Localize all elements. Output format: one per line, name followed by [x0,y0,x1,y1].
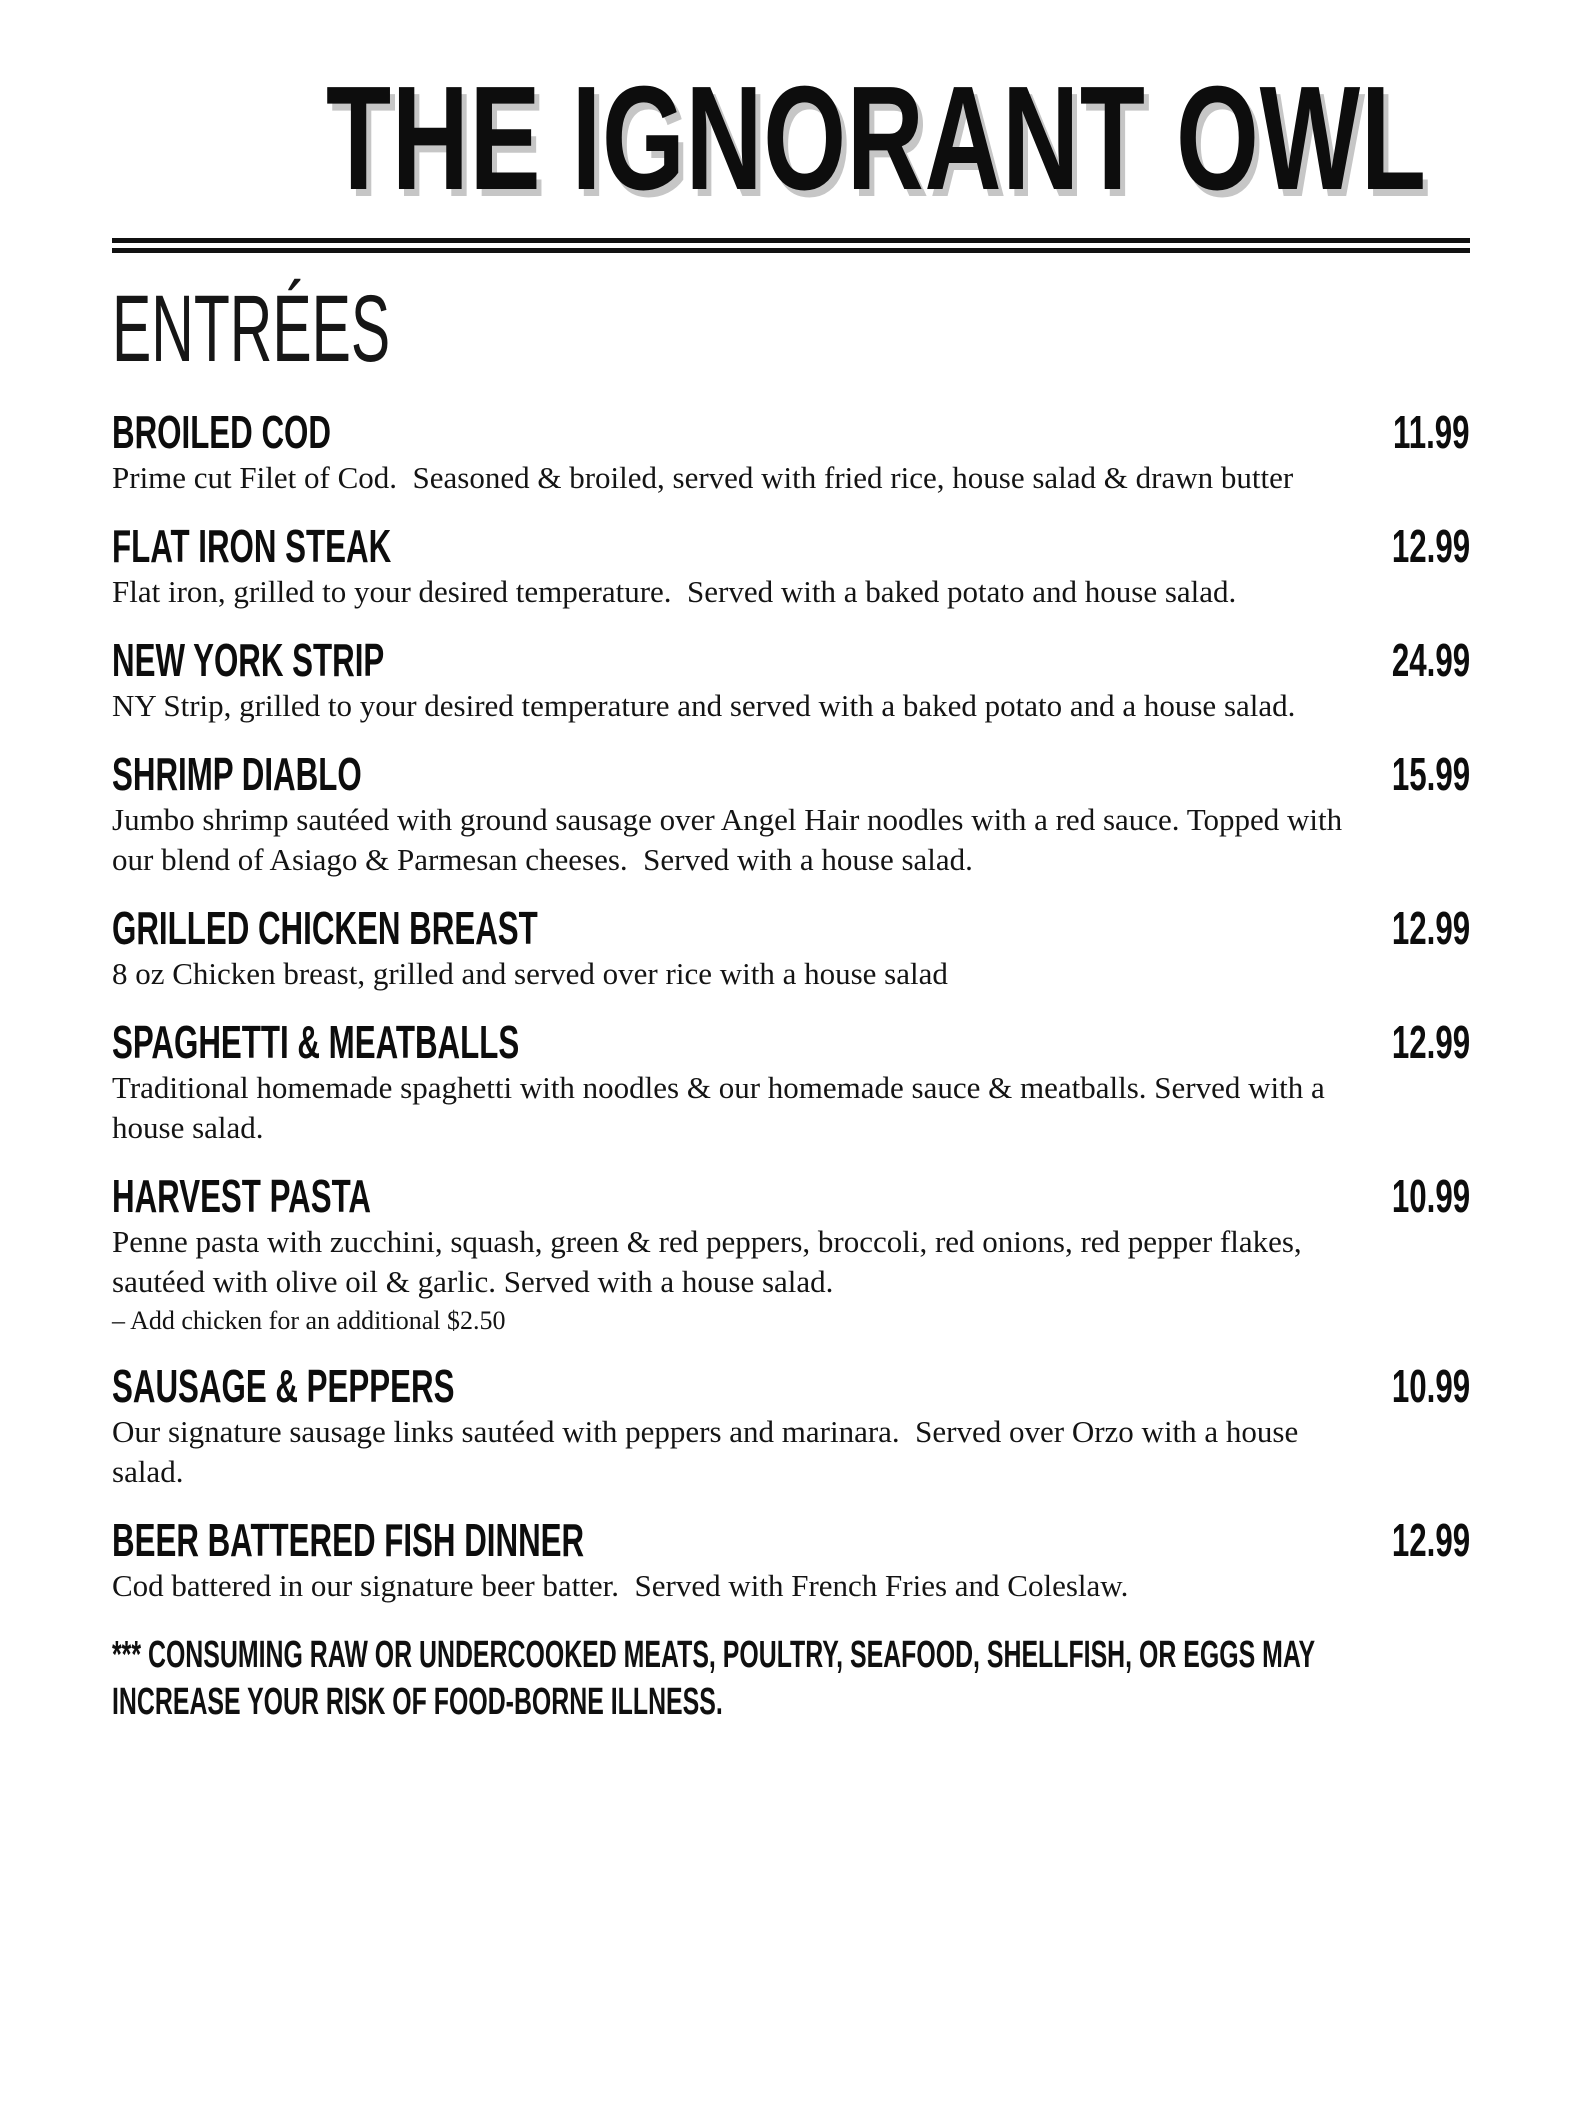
item-price: 12.99 [1391,520,1470,572]
item-description: 8 oz Chicken breast, grilled and served over rice with a house salad [112,956,948,991]
menu-item-header-row [112,634,1470,686]
item-description: Penne pasta with zucchini, squash, green & red peppers, broccoli, red onions, red pepper flakes, sautéed with olive oil & garlic. Served with a house salad. [112,1224,1310,1299]
menu-item [112,1170,1470,1338]
item-name: BEER BATTERED FISH DINNER [112,1514,585,1566]
menu-item-header-row [112,1170,1470,1222]
title-bar [112,56,1470,221]
item-description: Our signature sausage links sautéed with peppers and marinara. Served over Orzo with a house salad. [112,1414,1306,1489]
menu-item [112,1016,1470,1148]
item-price: 15.99 [1391,748,1470,800]
item-description: Cod battered in our signature beer batter. Served with French Fries and Coleslaw. [112,1568,1129,1603]
menu-item [112,520,1470,612]
item-description: Traditional homemade spaghetti with noodles & our homemade sauce & meatballs. Served with a house salad. [112,1070,1333,1145]
menu-item-header-row [112,1514,1470,1566]
menu-item-header-row [112,406,1470,458]
menu-item [112,1360,1470,1492]
item-name: HARVEST PASTA [112,1170,371,1222]
item-description: Prime cut Filet of Cod. Seasoned & broiled, served with fried rice, house salad & drawn butter [112,460,1294,495]
item-name: SPAGHETTI & MEATBALLS [112,1016,520,1068]
item-name: SHRIMP DIABLO [112,748,362,800]
menu-item [112,634,1470,726]
menu-item-header-row [112,902,1470,954]
item-description: Jumbo shrimp sautéed with ground sausage over Angel Hair noodles with a red sauce. Topped with our blend of Asiago & Parmesan cheeses. Served with a house salad. [112,802,1350,877]
menu-page [0,56,1582,2112]
item-price: 11.99 [1393,406,1470,458]
menu-item [112,1514,1470,1606]
item-price: 10.99 [1391,1360,1470,1412]
menu-item-header-row [112,1016,1470,1068]
item-name: BROILED COD [112,406,331,458]
item-price: 12.99 [1391,1514,1470,1566]
menu-items-list [112,406,1470,1606]
item-price: 12.99 [1391,1016,1470,1068]
item-note: – Add chicken for an additional $2.50 [112,1306,506,1335]
menu-item-header-row [112,748,1470,800]
double-rule-divider [112,238,1470,253]
item-price: 24.99 [1391,634,1470,686]
item-description: Flat iron, grilled to your desired temperature. Served with a baked potato and house salad. [112,574,1237,609]
item-description: NY Strip, grilled to your desired temperature and served with a baked potato and a house salad. [112,688,1296,723]
item-name: GRILLED CHICKEN BREAST [112,902,538,954]
item-name: FLAT IRON STEAK [112,520,392,572]
menu-item-header-row [112,520,1470,572]
section-heading-entrees: ENTRÉES [112,276,391,382]
menu-item [112,902,1470,994]
item-name: NEW YORK STRIP [112,634,385,686]
item-price: 10.99 [1391,1170,1470,1222]
item-name: SAUSAGE & PEPPERS [112,1360,455,1412]
footer-disclaimer: *** CONSUMING RAW OR UNDERCOOKED MEATS, POULTRY, SEAFOOD, SHELLFISH, OR EGGS MAY INCREASE YOUR RISK OF FOOD-BORNE ILLNESS. [112,1634,1315,1723]
menu-item [112,748,1470,880]
menu-item [112,406,1470,498]
menu-item-header-row [112,1360,1470,1412]
page-title: THE IGNORANT OWL [326,56,1427,221]
item-price: 12.99 [1391,902,1470,954]
